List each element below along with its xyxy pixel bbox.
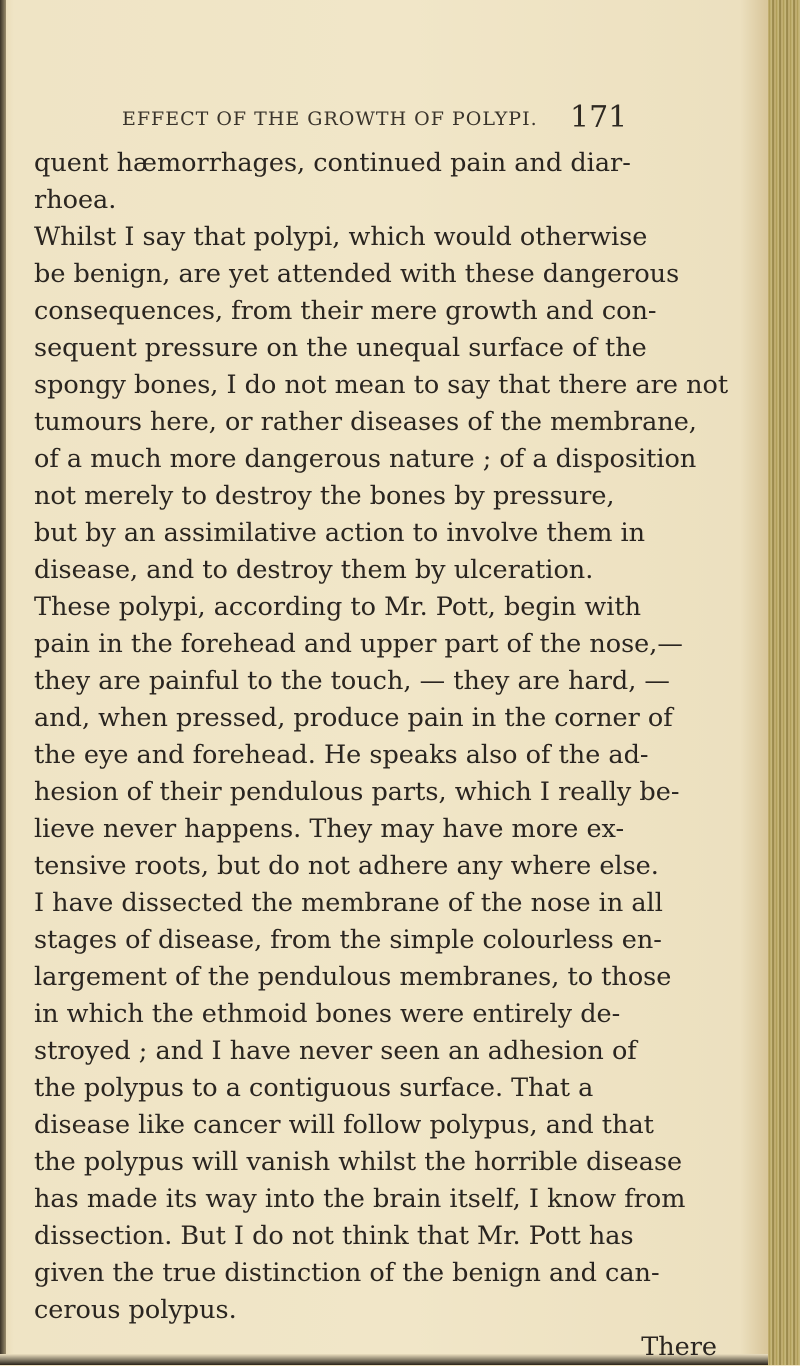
page-header xyxy=(122,100,642,140)
text-line: they are painful to the touch, — they are hard, — xyxy=(34,666,670,696)
text-line: rhoea. xyxy=(34,185,117,215)
text-line: cerous polypus. xyxy=(34,1295,237,1325)
text-line: disease like cancer will follow polypus, and that xyxy=(34,1110,654,1140)
text-line: in which the ethmoid bones were entirely de- xyxy=(34,999,621,1029)
text-line: These polypi, according to Mr. Pott, begin with xyxy=(34,592,642,622)
text-line: quent hæmorrhages, continued pain and diar- xyxy=(34,148,631,178)
text-line: largement of the pendulous membranes, to those xyxy=(34,962,672,992)
page-fore-edge xyxy=(768,0,800,1365)
text-line: tensive roots, but do not adhere any where else. xyxy=(34,851,659,881)
text-line: and, when pressed, produce pain in the corner of xyxy=(34,703,673,733)
text-line: not merely to destroy the bones by pressure, xyxy=(34,481,615,511)
text-line: be benign, are yet attended with these dangerous xyxy=(34,259,680,289)
page-number: 171 xyxy=(570,100,628,135)
body-text xyxy=(34,145,764,1366)
running-title: EFFECT OF THE GROWTH OF POLYPI. xyxy=(122,108,538,130)
text-line: Whilst I say that polypi, which would otherwise xyxy=(34,222,648,252)
text-line: hesion of their pendulous parts, which I really be- xyxy=(34,777,680,807)
text-line: the eye and forehead. He speaks also of the ad- xyxy=(34,740,649,770)
text-line: I have dissected the membrane of the nose in all xyxy=(34,888,663,918)
text-line: sequent pressure on the unequal surface of the xyxy=(34,333,647,363)
text-line: pain in the forehead and upper part of the nose,— xyxy=(34,629,683,659)
text-line: the polypus to a contiguous surface. That a xyxy=(34,1073,594,1103)
text-line: consequences, from their mere growth and con- xyxy=(34,296,657,326)
text-line: of a much more dangerous nature ; of a disposition xyxy=(34,444,697,474)
text-line: given the true distinction of the benign and can- xyxy=(34,1258,660,1288)
gutter-shadow xyxy=(0,0,6,1365)
text-line: but by an assimilative action to involve them in xyxy=(34,518,646,548)
text-line: spongy bones, I do not mean to say that there are not xyxy=(34,370,729,400)
catchword: There xyxy=(641,1332,717,1362)
text-line: dissection. But I do not think that Mr. Pott has xyxy=(34,1221,634,1251)
text-line: the polypus will vanish whilst the horrible disease xyxy=(34,1147,683,1177)
text-line: stages of disease, from the simple colourless en- xyxy=(34,925,662,955)
text-line: disease, and to destroy them by ulceration. xyxy=(34,555,594,585)
text-line: tumours here, or rather diseases of the membrane, xyxy=(34,407,697,437)
text-line: lieve never happens. They may have more ex- xyxy=(34,814,625,844)
text-line: stroyed ; and I have never seen an adhesion of xyxy=(34,1036,637,1066)
text-line: has made its way into the brain itself, I know from xyxy=(34,1184,686,1214)
